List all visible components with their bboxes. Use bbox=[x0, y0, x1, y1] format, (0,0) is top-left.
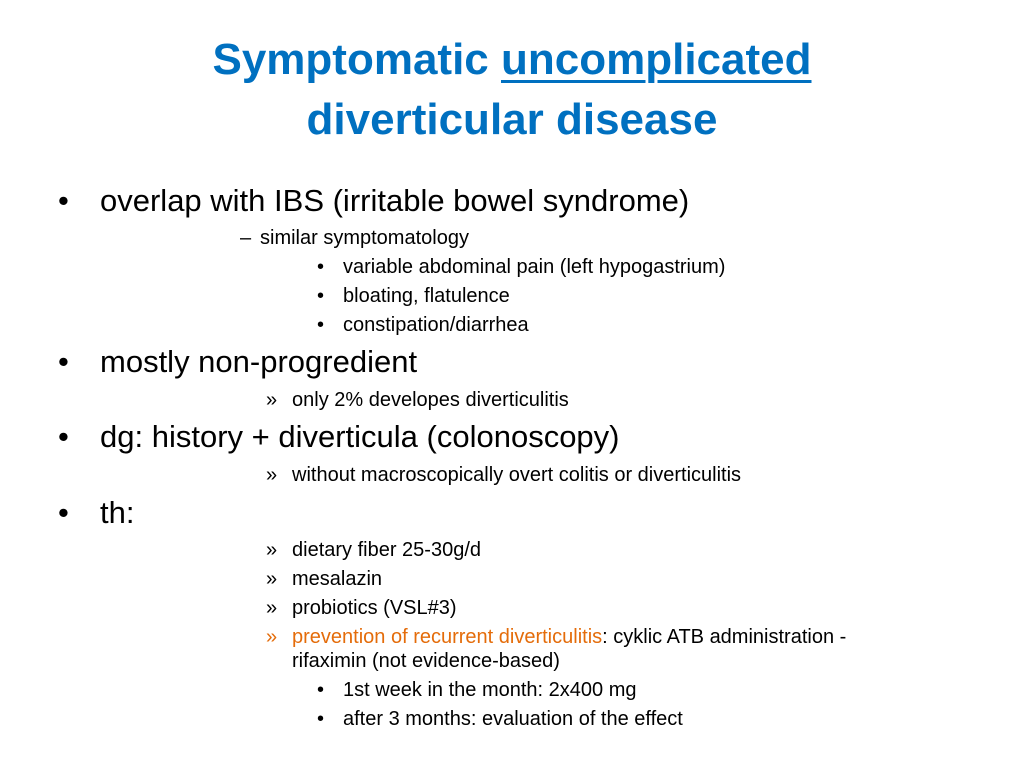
bullet-dg bbox=[58, 419, 620, 455]
dash-marker: – bbox=[240, 227, 252, 249]
chevron-marker: » bbox=[266, 464, 278, 486]
title-line2: diverticular disease bbox=[306, 95, 718, 144]
subitem-text: without macroscopically overt colitis or diverticulitis bbox=[292, 464, 742, 486]
chevron-marker: » bbox=[266, 389, 278, 411]
subsubitem-pain bbox=[317, 255, 725, 279]
bullet-marker: • bbox=[317, 708, 325, 730]
subsubitem-bloating bbox=[317, 284, 510, 308]
bullet-marker: • bbox=[58, 419, 69, 454]
subitem-prevention-line2 bbox=[292, 649, 560, 673]
bullet-marker: • bbox=[317, 679, 325, 701]
subitem-without bbox=[266, 463, 741, 487]
subitem-mesalazin bbox=[266, 567, 382, 591]
bullet-marker: • bbox=[58, 495, 69, 530]
title-prefix: Symptomatic bbox=[212, 35, 501, 84]
prevention-line2-text: rifaximin (not evidence-based) bbox=[292, 650, 560, 672]
subitem-text: dietary fiber 25-30g/d bbox=[292, 539, 482, 561]
title-line1 bbox=[212, 35, 811, 84]
subsubitem-first-week bbox=[317, 678, 637, 702]
chevron-marker: » bbox=[266, 568, 278, 590]
subsubitem-constipation bbox=[317, 313, 529, 337]
bullet-th bbox=[58, 495, 134, 531]
subsubitem-text: bloating, flatulence bbox=[343, 285, 510, 307]
subitem-similar bbox=[240, 226, 469, 250]
subsubitem-text: 1st week in the month: 2x400 mg bbox=[343, 679, 637, 701]
subitem-text: only 2% developes diverticulitis bbox=[292, 389, 569, 411]
subsubitem-text: after 3 months: evaluation of the effect bbox=[343, 708, 683, 730]
subitem-text: mesalazin bbox=[292, 568, 383, 590]
bullet-marker: • bbox=[317, 314, 325, 336]
bullet-text: overlap with IBS (irritable bowel syndrome) bbox=[100, 183, 690, 218]
subsubitem-after3 bbox=[317, 707, 683, 731]
bullet-marker: • bbox=[317, 256, 325, 278]
slide-title bbox=[0, 30, 1024, 150]
chevron-marker: » bbox=[266, 539, 278, 561]
title-underlined-word: uncomplicated bbox=[501, 35, 812, 84]
subitem-probiotics bbox=[266, 596, 457, 620]
bullet-marker: • bbox=[58, 183, 69, 218]
bullet-marker: • bbox=[317, 285, 325, 307]
prevention-highlight: prevention of recurrent diverticulitis bbox=[292, 626, 603, 648]
chevron-marker: » bbox=[266, 626, 278, 648]
bullet-overlap bbox=[58, 183, 689, 219]
subsubitem-text: variable abdominal pain (left hypogastrium) bbox=[343, 256, 726, 278]
bullet-mostly bbox=[58, 344, 417, 380]
bullet-text: dg: history + diverticula (colonoscopy) bbox=[100, 419, 620, 454]
bullet-marker: • bbox=[58, 344, 69, 379]
subsubitem-text: constipation/diarrhea bbox=[343, 314, 529, 336]
subitem-only2 bbox=[266, 388, 569, 412]
subitem-fiber bbox=[266, 538, 481, 562]
subitem-text: probiotics (VSL#3) bbox=[292, 597, 457, 619]
subitem-prevention bbox=[266, 625, 846, 649]
prevention-rest: : cyklic ATB administration - bbox=[602, 626, 847, 648]
chevron-marker: » bbox=[266, 597, 278, 619]
subitem-text: similar symptomatology bbox=[260, 227, 469, 249]
bullet-text: mostly non-progredient bbox=[100, 344, 418, 379]
bullet-text: th: bbox=[100, 495, 135, 530]
